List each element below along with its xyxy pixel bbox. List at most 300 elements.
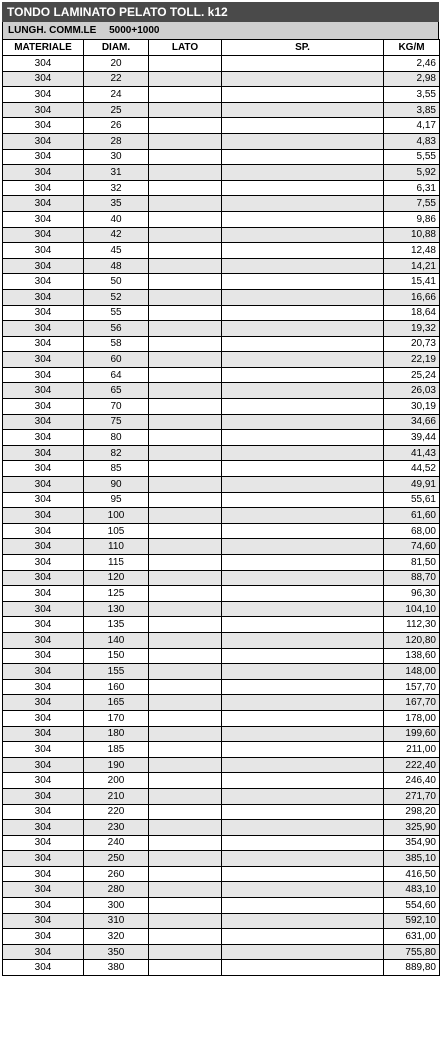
table-row [3,305,440,321]
cell-materiale: 304 [3,539,84,555]
cell-lato [149,898,222,914]
cell-kgm: 178,00 [384,710,440,726]
cell-diam: 28 [84,133,149,149]
table-row [3,71,440,87]
cell-sp [222,118,384,134]
cell-diam: 32 [84,180,149,196]
cell-kgm: 385,10 [384,851,440,867]
cell-lato [149,180,222,196]
cell-kgm: 2,46 [384,56,440,72]
cell-diam: 85 [84,461,149,477]
cell-materiale: 304 [3,508,84,524]
cell-materiale: 304 [3,243,84,259]
table-row [3,788,440,804]
cell-sp [222,523,384,539]
cell-sp [222,555,384,571]
col-header-diam: DIAM. [84,40,149,56]
commercial-length-value: 5000+1000 [109,25,160,36]
cell-kgm: 5,92 [384,165,440,181]
cell-materiale: 304 [3,149,84,165]
table-row [3,632,440,648]
cell-sp [222,258,384,274]
table-row [3,180,440,196]
cell-lato [149,555,222,571]
cell-materiale: 304 [3,788,84,804]
cell-sp [222,570,384,586]
cell-sp [222,804,384,820]
table-row [3,695,440,711]
cell-diam: 30 [84,149,149,165]
table-row [3,773,440,789]
cell-kgm: 325,90 [384,820,440,836]
cell-lato [149,710,222,726]
cell-diam: 45 [84,243,149,259]
cell-kgm: 19,32 [384,321,440,337]
cell-lato [149,243,222,259]
cell-sp [222,399,384,415]
table-row [3,898,440,914]
cell-materiale: 304 [3,165,84,181]
cell-lato [149,165,222,181]
cell-materiale: 304 [3,710,84,726]
cell-kgm: 271,70 [384,788,440,804]
cell-sp [222,196,384,212]
cell-kgm: 138,60 [384,648,440,664]
cell-lato [149,882,222,898]
cell-materiale: 304 [3,227,84,243]
cell-sp [222,710,384,726]
cell-sp [222,742,384,758]
table-row [3,289,440,305]
cell-lato [149,648,222,664]
cell-materiale: 304 [3,56,84,72]
cell-sp [222,165,384,181]
cell-lato [149,336,222,352]
cell-sp [222,211,384,227]
cell-diam: 20 [84,56,149,72]
cell-sp [222,149,384,165]
cell-diam: 56 [84,321,149,337]
cell-lato [149,523,222,539]
cell-materiale: 304 [3,648,84,664]
table-row [3,399,440,415]
cell-sp [222,586,384,602]
cell-sp [222,336,384,352]
cell-materiale: 304 [3,461,84,477]
cell-diam: 185 [84,742,149,758]
cell-sp [222,820,384,836]
cell-lato [149,289,222,305]
cell-kgm: 61,60 [384,508,440,524]
table-row [3,679,440,695]
cell-sp [222,617,384,633]
col-header-lato: LATO [149,40,222,56]
cell-materiale: 304 [3,133,84,149]
commercial-length-bar [2,22,439,39]
cell-diam: 350 [84,944,149,960]
cell-sp [222,929,384,945]
cell-materiale: 304 [3,882,84,898]
cell-sp [222,477,384,493]
cell-lato [149,305,222,321]
cell-diam: 320 [84,929,149,945]
cell-diam: 300 [84,898,149,914]
cell-lato [149,133,222,149]
cell-materiale: 304 [3,492,84,508]
cell-kgm: 199,60 [384,726,440,742]
table-row [3,445,440,461]
cell-lato [149,383,222,399]
cell-diam: 70 [84,399,149,415]
cell-materiale: 304 [3,305,84,321]
cell-materiale: 304 [3,944,84,960]
commercial-length-label: LUNGH. COMM.LE [8,25,97,36]
cell-diam: 40 [84,211,149,227]
cell-diam: 380 [84,960,149,976]
cell-lato [149,87,222,103]
cell-sp [222,71,384,87]
cell-materiale: 304 [3,258,84,274]
cell-kgm: 3,85 [384,102,440,118]
cell-diam: 220 [84,804,149,820]
cell-materiale: 304 [3,352,84,368]
cell-lato [149,695,222,711]
cell-materiale: 304 [3,601,84,617]
cell-sp [222,445,384,461]
cell-sp [222,726,384,742]
table-row [3,929,440,945]
table-row [3,477,440,493]
cell-kgm: 22,19 [384,352,440,368]
cell-diam: 25 [84,102,149,118]
cell-materiale: 304 [3,757,84,773]
cell-sp [222,882,384,898]
cell-lato [149,399,222,415]
table-row [3,367,440,383]
table-row [3,617,440,633]
table-row [3,539,440,555]
cell-diam: 60 [84,352,149,368]
cell-kgm: 104,10 [384,601,440,617]
cell-kgm: 5,55 [384,149,440,165]
cell-sp [222,227,384,243]
cell-kgm: 211,00 [384,742,440,758]
cell-kgm: 2,98 [384,71,440,87]
table-row [3,851,440,867]
table-row [3,835,440,851]
cell-sp [222,87,384,103]
cell-sp [222,788,384,804]
cell-diam: 240 [84,835,149,851]
table-header-row [3,40,440,56]
table-row [3,336,440,352]
cell-kgm: 4,17 [384,118,440,134]
cell-materiale: 304 [3,445,84,461]
table-row [3,414,440,430]
cell-diam: 180 [84,726,149,742]
cell-lato [149,960,222,976]
table-row [3,820,440,836]
cell-diam: 65 [84,383,149,399]
table-row [3,258,440,274]
cell-materiale: 304 [3,87,84,103]
cell-materiale: 304 [3,913,84,929]
cell-diam: 120 [84,570,149,586]
cell-kgm: 483,10 [384,882,440,898]
table-row [3,352,440,368]
cell-lato [149,258,222,274]
cell-lato [149,539,222,555]
cell-sp [222,321,384,337]
cell-diam: 80 [84,430,149,446]
table-row [3,87,440,103]
cell-kgm: 167,70 [384,695,440,711]
price-sheet [2,2,439,976]
cell-sp [222,632,384,648]
cell-sp [222,305,384,321]
cell-diam: 210 [84,788,149,804]
cell-lato [149,367,222,383]
cell-lato [149,664,222,680]
cell-kgm: 39,44 [384,430,440,446]
cell-diam: 115 [84,555,149,571]
table-row [3,586,440,602]
cell-kgm: 112,30 [384,617,440,633]
cell-sp [222,274,384,290]
table-row [3,710,440,726]
cell-materiale: 304 [3,804,84,820]
cell-sp [222,492,384,508]
table-row [3,944,440,960]
cell-diam: 250 [84,851,149,867]
cell-diam: 230 [84,820,149,836]
cell-diam: 31 [84,165,149,181]
table-row [3,461,440,477]
cell-diam: 64 [84,367,149,383]
cell-lato [149,757,222,773]
table-row [3,492,440,508]
cell-sp [222,960,384,976]
cell-diam: 22 [84,71,149,87]
cell-kgm: 81,50 [384,555,440,571]
cell-kgm: 222,40 [384,757,440,773]
cell-sp [222,352,384,368]
cell-diam: 155 [84,664,149,680]
cell-materiale: 304 [3,866,84,882]
cell-diam: 260 [84,866,149,882]
cell-lato [149,742,222,758]
cell-sp [222,461,384,477]
cell-diam: 125 [84,586,149,602]
cell-kgm: 44,52 [384,461,440,477]
table-row [3,321,440,337]
cell-kgm: 354,90 [384,835,440,851]
col-header-materiale: MATERIALE [3,40,84,56]
cell-sp [222,414,384,430]
cell-kgm: 246,40 [384,773,440,789]
table-row [3,133,440,149]
cell-sp [222,898,384,914]
col-header-sp: SP. [222,40,384,56]
cell-sp [222,913,384,929]
cell-diam: 140 [84,632,149,648]
cell-diam: 110 [84,539,149,555]
cell-sp [222,944,384,960]
cell-lato [149,866,222,882]
cell-lato [149,56,222,72]
cell-lato [149,492,222,508]
cell-materiale: 304 [3,274,84,290]
table-row [3,726,440,742]
cell-lato [149,632,222,648]
table-row [3,804,440,820]
cell-kgm: 18,64 [384,305,440,321]
cell-lato [149,118,222,134]
cell-materiale: 304 [3,851,84,867]
cell-diam: 130 [84,601,149,617]
cell-materiale: 304 [3,664,84,680]
cell-materiale: 304 [3,414,84,430]
cell-lato [149,149,222,165]
table-row [3,211,440,227]
cell-kgm: 74,60 [384,539,440,555]
cell-kgm: 148,00 [384,664,440,680]
cell-lato [149,274,222,290]
cell-materiale: 304 [3,102,84,118]
cell-kgm: 554,60 [384,898,440,914]
cell-diam: 200 [84,773,149,789]
cell-sp [222,383,384,399]
cell-lato [149,929,222,945]
cell-materiale: 304 [3,617,84,633]
table-row [3,742,440,758]
cell-materiale: 304 [3,835,84,851]
cell-kgm: 26,03 [384,383,440,399]
cell-diam: 55 [84,305,149,321]
cell-materiale: 304 [3,820,84,836]
cell-sp [222,679,384,695]
cell-lato [149,851,222,867]
cell-lato [149,679,222,695]
cell-kgm: 9,86 [384,211,440,227]
cell-lato [149,913,222,929]
cell-materiale: 304 [3,523,84,539]
cell-diam: 150 [84,648,149,664]
cell-materiale: 304 [3,399,84,415]
table-row [3,196,440,212]
cell-materiale: 304 [3,742,84,758]
cell-materiale: 304 [3,211,84,227]
table-row [3,523,440,539]
cell-materiale: 304 [3,960,84,976]
cell-lato [149,430,222,446]
spec-table [2,39,440,976]
cell-kgm: 120,80 [384,632,440,648]
cell-lato [149,461,222,477]
cell-kgm: 416,50 [384,866,440,882]
cell-materiale: 304 [3,929,84,945]
cell-materiale: 304 [3,196,84,212]
cell-lato [149,211,222,227]
cell-diam: 190 [84,757,149,773]
cell-sp [222,508,384,524]
table-row [3,913,440,929]
cell-diam: 160 [84,679,149,695]
table-row [3,648,440,664]
cell-kgm: 7,55 [384,196,440,212]
cell-lato [149,586,222,602]
cell-lato [149,773,222,789]
cell-kgm: 631,00 [384,929,440,945]
cell-materiale: 304 [3,289,84,305]
cell-lato [149,414,222,430]
cell-materiale: 304 [3,695,84,711]
cell-sp [222,601,384,617]
cell-kgm: 49,91 [384,477,440,493]
cell-diam: 50 [84,274,149,290]
cell-kgm: 592,10 [384,913,440,929]
cell-lato [149,726,222,742]
cell-kgm: 88,70 [384,570,440,586]
cell-lato [149,570,222,586]
cell-lato [149,820,222,836]
cell-diam: 75 [84,414,149,430]
cell-lato [149,102,222,118]
cell-diam: 24 [84,87,149,103]
cell-kgm: 41,43 [384,445,440,461]
cell-sp [222,648,384,664]
cell-materiale: 304 [3,430,84,446]
cell-sp [222,835,384,851]
table-row [3,555,440,571]
cell-lato [149,835,222,851]
cell-materiale: 304 [3,71,84,87]
cell-kgm: 68,00 [384,523,440,539]
cell-kgm: 3,55 [384,87,440,103]
cell-sp [222,851,384,867]
cell-kgm: 889,80 [384,960,440,976]
cell-diam: 165 [84,695,149,711]
cell-kgm: 15,41 [384,274,440,290]
cell-diam: 52 [84,289,149,305]
cell-sp [222,56,384,72]
cell-sp [222,180,384,196]
cell-diam: 170 [84,710,149,726]
cell-materiale: 304 [3,321,84,337]
cell-kgm: 6,31 [384,180,440,196]
cell-diam: 42 [84,227,149,243]
cell-diam: 100 [84,508,149,524]
table-row [3,508,440,524]
table-row [3,56,440,72]
cell-sp [222,773,384,789]
cell-kgm: 20,73 [384,336,440,352]
cell-sp [222,367,384,383]
table-row [3,149,440,165]
cell-kgm: 10,88 [384,227,440,243]
table-row [3,243,440,259]
cell-lato [149,352,222,368]
cell-kgm: 4,83 [384,133,440,149]
cell-lato [149,477,222,493]
cell-diam: 135 [84,617,149,633]
cell-diam: 310 [84,913,149,929]
table-row [3,383,440,399]
cell-kgm: 14,21 [384,258,440,274]
cell-diam: 26 [84,118,149,134]
cell-kgm: 25,24 [384,367,440,383]
cell-kgm: 298,20 [384,804,440,820]
